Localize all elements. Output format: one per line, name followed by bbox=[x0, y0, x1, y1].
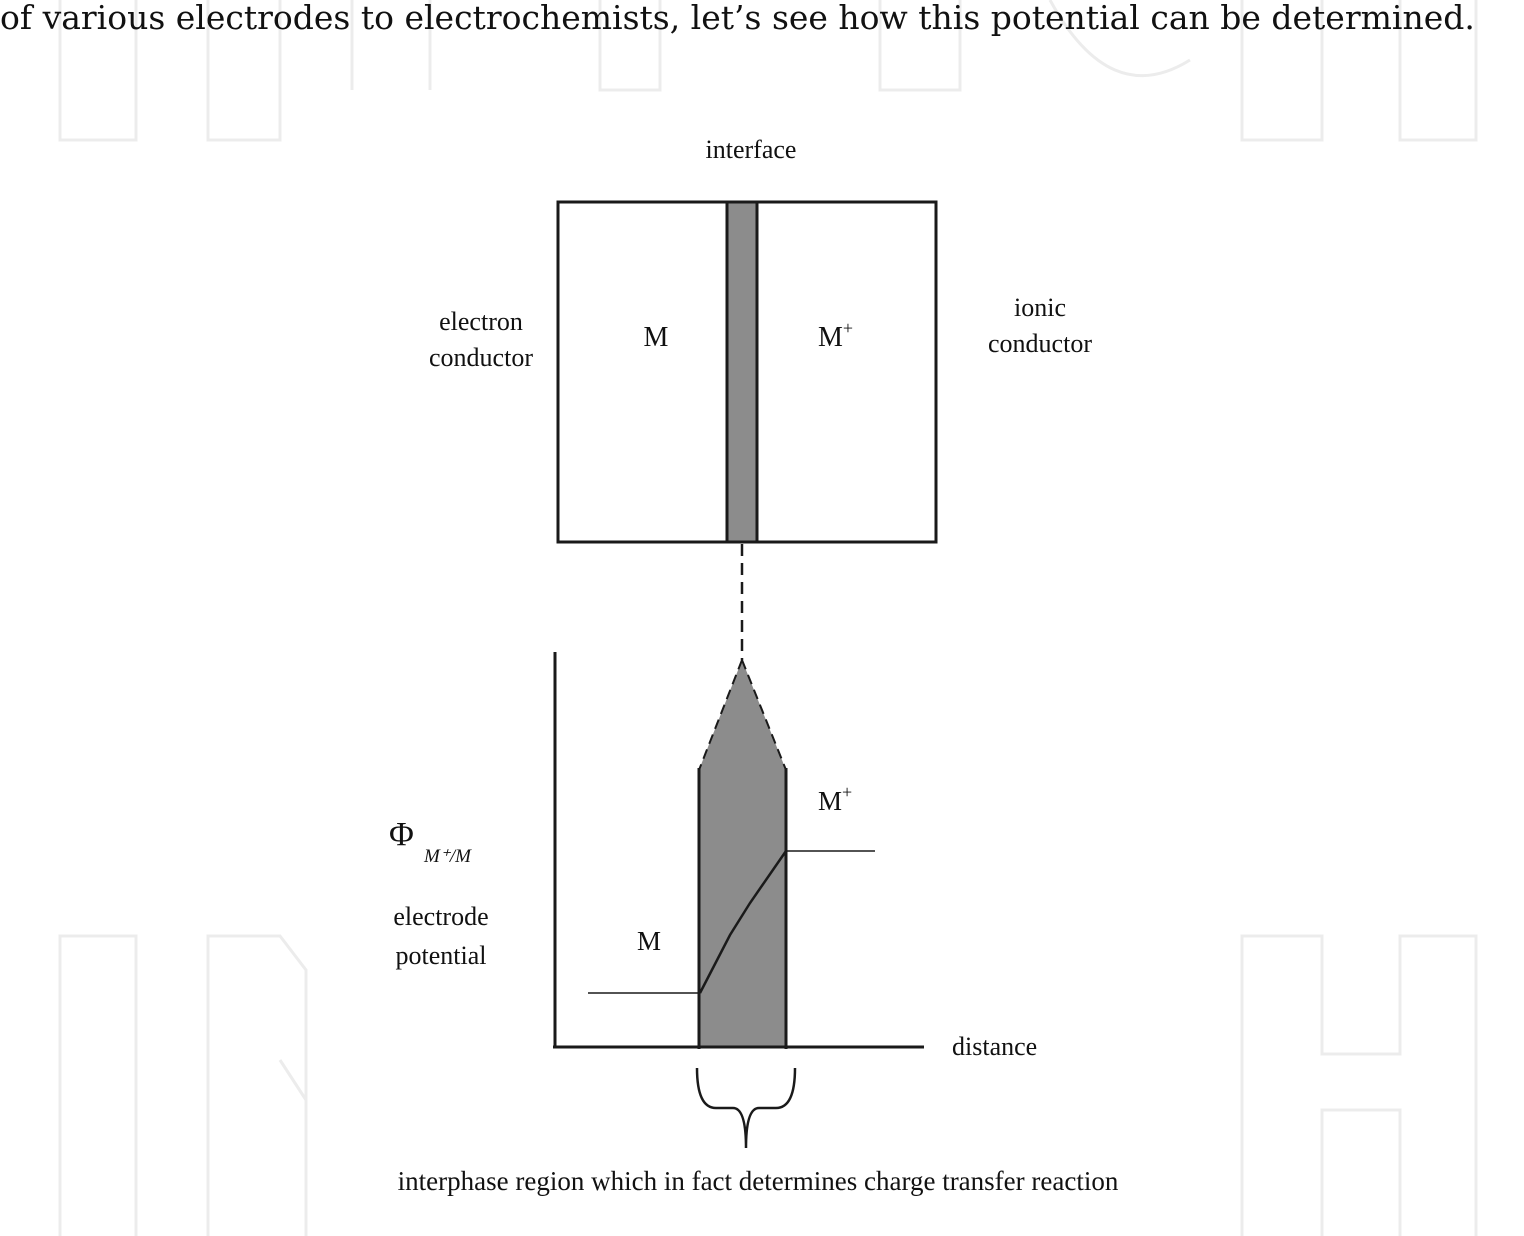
distance-label: distance bbox=[952, 1032, 1038, 1061]
ion-label-top bbox=[818, 318, 853, 353]
metal-label-top: M bbox=[643, 322, 669, 353]
electrode-potential-line1: electrode bbox=[393, 902, 489, 931]
electron-conductor-label-line1: electron bbox=[439, 307, 523, 336]
ion-label-top-base: M bbox=[818, 322, 843, 353]
interface-label: interface bbox=[705, 135, 797, 164]
ion-label-plot bbox=[818, 782, 852, 816]
ionic-conductor-label-line2: conductor bbox=[988, 329, 1092, 358]
electron-conductor-label-line2: conductor bbox=[429, 343, 533, 372]
interface-layer bbox=[727, 202, 757, 542]
phi-subscript: M⁺/M bbox=[424, 846, 471, 867]
ion-label-plot-base: M bbox=[818, 786, 843, 816]
intro-paragraph: of various electrodes to electrochemists, let’s see how this potential can be determined. bbox=[0, 0, 1475, 37]
phi-symbol: Φ bbox=[389, 816, 414, 853]
metal-label-plot: M bbox=[636, 926, 662, 956]
ion-label-plot-sup: + bbox=[842, 782, 853, 802]
electrode-potential-line2: potential bbox=[395, 941, 487, 970]
interphase-brace bbox=[697, 1068, 795, 1148]
interphase-caption: interphase region which in fact determines charge transfer reaction bbox=[397, 1166, 1119, 1196]
interphase-region-fill bbox=[699, 660, 786, 1047]
ionic-conductor-label-line1: ionic bbox=[1014, 293, 1066, 322]
ion-label-top-sup: + bbox=[842, 318, 854, 338]
